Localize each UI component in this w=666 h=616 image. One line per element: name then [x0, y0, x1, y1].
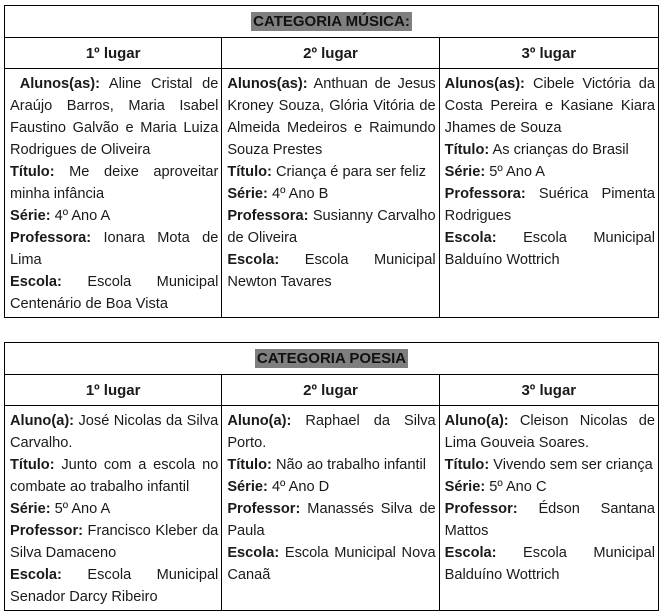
poesia-place-1: 1º lugar [5, 375, 222, 406]
musica-table [4, 5, 659, 318]
entry-title: Título: Vivendo sem ser criança [444, 457, 653, 473]
musica-title-cell [5, 6, 659, 38]
musica-entry-2 [222, 69, 439, 318]
entry-school: Escola: Escola Municipal Balduíno Wottrich [444, 230, 655, 268]
entry-teacher: Professora: Susianny Carvalho de Oliveira [227, 208, 436, 246]
entry-school: Escola: Escola Municipal Senador Darcy Ribeiro [10, 567, 219, 605]
musica-category-title: CATEGORIA MÚSICA: [253, 12, 410, 30]
poesia-category-title: CATEGORIA POESIA [256, 349, 407, 367]
poesia-place-3: 3º lugar [439, 375, 658, 406]
poesia-title-cell [5, 343, 659, 375]
entry-students: Alunos(as): Cibele Victória da Costa Pereira e Kasiane Kiara Jhames de Souza [444, 76, 655, 136]
entry-school: Escola: Escola Municipal Balduíno Wottrich [444, 545, 655, 583]
poesia-entry-1 [5, 406, 222, 611]
entry-title: Título: Não ao trabalho infantil [227, 457, 427, 473]
poesia-entry-3 [439, 406, 658, 611]
musica-place-1: 1º lugar [5, 38, 222, 69]
poesia-entry-2 [222, 406, 439, 611]
entry-title: Título: Junto com a escola no combate ao trabalho infantil [10, 457, 219, 495]
entry-title: Título: Criança é para ser feliz [227, 164, 427, 180]
entry-grade: Série: 5º Ano A [10, 501, 111, 517]
entry-teacher: Professor: Francisco Kleber da Silva Damaceno [10, 523, 219, 561]
musica-entry-3 [439, 69, 658, 318]
entry-students: Alunos(as): Aline Cristal de Araújo Barros, Maria Isabel Faustino Galvão e Maria Luiza Rodrigues de Oliveira [10, 76, 219, 158]
entry-teacher: Professor: Manassés Silva de Paula [227, 501, 436, 539]
entry-school: Escola: Escola Municipal Newton Tavares [227, 252, 436, 290]
entry-school: Escola: Escola Municipal Centenário de Boa Vista [10, 274, 219, 312]
entry-students: Alunos(as): Anthuan de Jesus Kroney Souza, Glória Vitória de Almeida Medeiros e Raimundo Souza Prestes [227, 76, 436, 158]
entry-grade: Série: 5º Ano A [444, 164, 545, 180]
entry-teacher: Professora: Ionara Mota de Lima [10, 230, 219, 268]
entry-students: Aluno(a): José Nicolas da Silva Carvalho. [10, 413, 219, 451]
musica-place-3: 3º lugar [439, 38, 658, 69]
poesia-place-2: 2º lugar [222, 375, 439, 406]
musica-place-2: 2º lugar [222, 38, 439, 69]
poesia-table [4, 342, 659, 611]
entry-students: Aluno(a): Raphael da Silva Porto. [227, 413, 436, 451]
entry-teacher: Professora: Suérica Pimenta Rodrigues [444, 186, 655, 224]
entry-title: Título: As crianças do Brasil [444, 142, 629, 158]
entry-teacher: Professor: Édson Santana Mattos [444, 501, 655, 539]
entry-grade: Série: 4º Ano D [227, 479, 330, 495]
entry-title: Título: Me deixe aproveitar minha infância [10, 164, 219, 202]
entry-grade: Série: 4º Ano A [10, 208, 111, 224]
entry-grade: Série: 4º Ano B [227, 186, 329, 202]
musica-entry-1 [5, 69, 222, 318]
entry-grade: Série: 5º Ano C [444, 479, 547, 495]
entry-students: Aluno(a): Cleison Nicolas de Lima Gouveia Soares. [444, 413, 655, 451]
entry-school: Escola: Escola Municipal Nova Canaã [227, 545, 436, 583]
